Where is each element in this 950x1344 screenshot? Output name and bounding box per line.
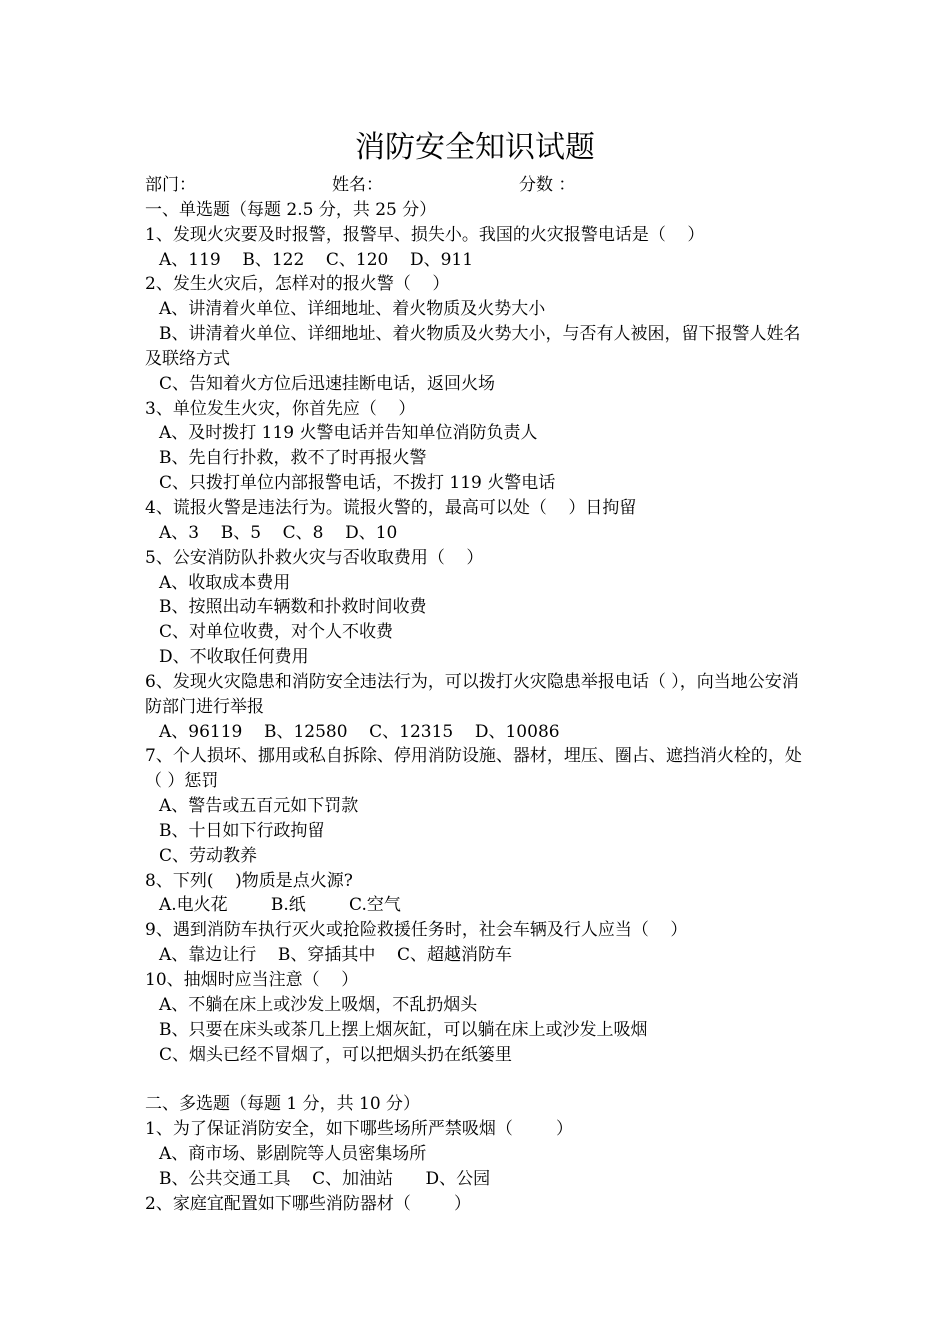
option-line: B、十日如下行政拘留 bbox=[159, 820, 325, 841]
option-line: A、靠边让行 B、穿插其中 C、超越消防车 bbox=[159, 945, 513, 966]
option-line: A、96119 B、12580 C、12315 D、10086 bbox=[159, 721, 560, 742]
score-label: 分数 ： bbox=[519, 175, 576, 195]
question-7: 7、个人损坏、挪用或私自拆除、停用消防设施、器材，埋压、圈占、遮挡消火栓的，处（ ）惩罚 bbox=[145, 746, 802, 792]
question-2: 2、发生火灾后，怎样对的报火警（ ） bbox=[145, 274, 450, 295]
option-line: A、及时拨打 119 火警电话并告知单位消防负责人 bbox=[159, 423, 538, 444]
option-line: A、3 B、5 C、8 D、10 bbox=[159, 522, 398, 543]
option-line: D、不收取任何费用 bbox=[159, 647, 309, 668]
section2-heading: 二、多选题（每题 1 分，共 10 分） bbox=[145, 1094, 421, 1115]
option-line: B、只要在床头或茶几上摆上烟灰缸，可以躺在床上或沙发上吸烟 bbox=[159, 1019, 648, 1040]
option-line: A.电火花 B.纸 C.空气 bbox=[159, 895, 401, 916]
option-line: B、讲清着火单位、详细地址、着火物质及火势大小，与否有人被困，留下报警人姓名及联络方式 bbox=[145, 324, 801, 369]
multi-question-2: 2、家庭宜配置如下哪些消防器材（ ） bbox=[145, 1193, 472, 1214]
option-line: B、公共交通工具 C、加油站 D、公园 bbox=[159, 1168, 491, 1189]
question-1: 1、发现火灾要及时报警，报警早、损失小。我国的火灾报警电话是（ ） bbox=[145, 224, 705, 245]
option-line: A、商市场、影剧院等人员密集场所 bbox=[159, 1143, 427, 1164]
question-10: 10、抽烟时应当注意（ ） bbox=[145, 970, 359, 990]
page-title: 消防安全知识试题 bbox=[355, 130, 595, 165]
option-line: B、先自行扑救，救不了时再报火警 bbox=[159, 448, 427, 469]
option-line: C、告知着火方位后迅速挂断电话，返回火场 bbox=[159, 373, 496, 394]
option-line: C、对单位收费，对个人不收费 bbox=[159, 622, 394, 643]
info-row bbox=[145, 173, 815, 198]
name-label: 姓名： bbox=[332, 175, 383, 195]
question-4: 4、谎报火警是违法行为。谎报火警的，最高可以处（ ）日拘留 bbox=[145, 497, 637, 518]
document-body bbox=[145, 173, 815, 1216]
multi-question-1: 1、为了保证消防安全，如下哪些场所严禁吸烟（ ） bbox=[145, 1119, 574, 1140]
option-line: A、不躺在床上或沙发上吸烟，不乱扔烟头 bbox=[159, 994, 478, 1015]
section1-heading: 一、单选题（每题 2.5 分，共 25 分） bbox=[145, 199, 437, 220]
option-line: A、讲清着火单位、详细地址、着火物质及火势大小 bbox=[159, 299, 546, 320]
question-3: 3、单位发生火灾，你首先应（ ） bbox=[145, 398, 416, 419]
option-line: A、119 B、122 C、120 D、911 bbox=[159, 249, 474, 270]
spacer bbox=[145, 1067, 815, 1092]
question-6: 6、发现火灾隐患和消防安全违法行为，可以拨打火灾隐患举报电话（ ），向当地公安消防部门进行举报 bbox=[145, 671, 799, 717]
option-line: A、警告或五百元如下罚款 bbox=[159, 796, 359, 817]
dept-label: 部门： bbox=[145, 175, 196, 195]
question-8: 8、下列( )物质是点火源? bbox=[145, 870, 353, 891]
question-9: 9、遇到消防车执行灭火或抢险救援任务时，社会车辆及行人应当（ ） bbox=[145, 920, 688, 941]
option-line: B、按照出动车辆数和扑救时间收费 bbox=[159, 597, 427, 618]
option-line: C、劳动教养 bbox=[159, 845, 258, 866]
option-line: A、收取成本费用 bbox=[159, 572, 291, 593]
option-line: C、只拨打单位内部报警电话，不拨打 119 火警电话 bbox=[159, 473, 556, 494]
question-5: 5、公安消防队扑救火灾与否收取费用（ ） bbox=[145, 547, 484, 568]
option-line: C、烟头已经不冒烟了，可以把烟头扔在纸篓里 bbox=[159, 1044, 513, 1065]
